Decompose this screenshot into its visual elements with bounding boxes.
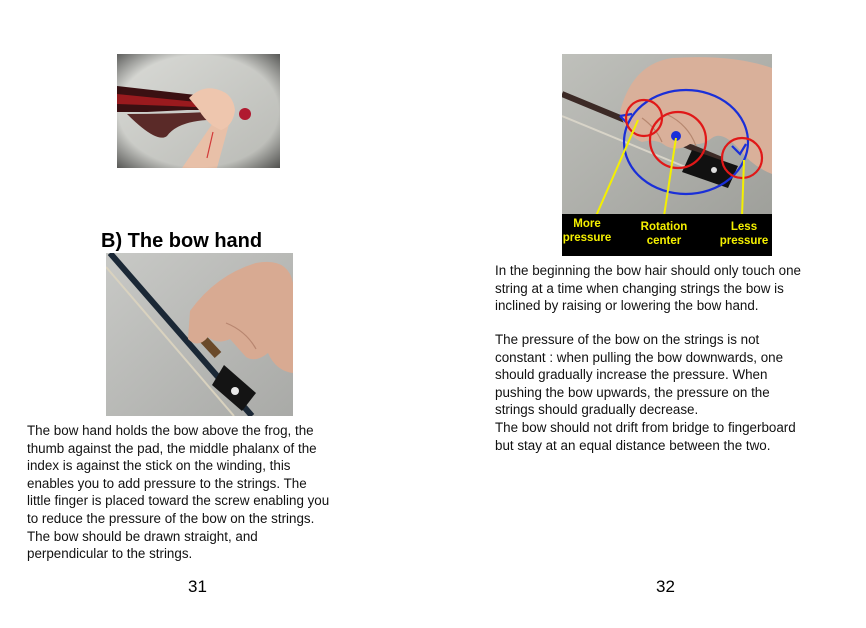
- text-line: inclined by raising or lowering the bow hand.: [495, 298, 759, 314]
- text-line: to reduce the pressure of the bow on the strings.: [27, 510, 315, 526]
- text-line: In the beginning the bow hair should only touch one: [495, 263, 801, 278]
- violin-hold-photo: [117, 54, 280, 168]
- text-line: pushing the bow upwards, the pressure on the: [495, 384, 770, 400]
- label-line: Less: [730, 221, 758, 233]
- text-line: string at a time when changing strings the bow is: [495, 280, 784, 296]
- rotation-center-label: [634, 220, 694, 248]
- text-line: little finger is placed toward the screw enabling you: [27, 493, 330, 509]
- label-line: pressure: [719, 235, 769, 247]
- label-line: pressure: [562, 232, 612, 244]
- section-heading: B) The bow hand: [101, 230, 263, 252]
- page-number-left: 31: [188, 577, 207, 596]
- less-pressure-label: [716, 220, 772, 248]
- page-number-right: 32: [656, 577, 675, 596]
- label-line: center: [646, 235, 682, 247]
- text-line: but stay at an equal distance between the two.: [495, 437, 771, 453]
- text-line: The bow should not drift from bridge to fingerboard: [495, 419, 796, 435]
- label-line: Rotation: [640, 221, 688, 233]
- text-line: enables you to add pressure to the strings. The: [27, 475, 307, 491]
- more-pressure-label: [562, 217, 612, 245]
- text-line: The bow should be drawn straight, and: [27, 528, 258, 544]
- bow-pressure-paragraph: [495, 331, 855, 454]
- text-line: thumb against the pad, the middle phalanx of the: [27, 440, 317, 456]
- text-line: The bow hand holds the bow above the frog, the: [27, 423, 314, 438]
- text-line: strings should gradually decrease.: [495, 402, 699, 418]
- text-line: The pressure of the bow on the strings is not: [495, 332, 760, 347]
- text-line: constant : when pulling the bow downwards, one: [495, 349, 784, 365]
- text-line: should gradually increase the pressure. When: [495, 367, 768, 383]
- bow-inclination-paragraph: [495, 262, 855, 315]
- bow-pressure-diagram: [562, 54, 772, 256]
- text-line: perpendicular to the strings.: [27, 546, 193, 562]
- bow-hand-paragraph: [27, 422, 377, 563]
- bow-hand-photo: [106, 253, 293, 416]
- label-line: More: [573, 218, 601, 230]
- text-line: index is against the stick on the winding, this: [27, 458, 291, 474]
